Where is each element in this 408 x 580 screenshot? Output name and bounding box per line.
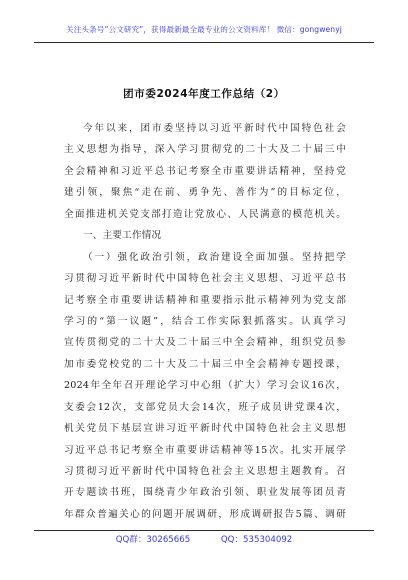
body-line: 机关党员下基层宣讲习近平新时代中国特色社会主义思想	[64, 423, 346, 435]
body-line: 建引领，聚焦“走在前、勇争先、善作为”的目标定位，	[64, 187, 346, 199]
qq-group-number: QQ群：30265665	[115, 535, 191, 545]
header-divider	[34, 42, 374, 43]
footer-divider	[34, 530, 374, 531]
body-line: 习近平总书记考察全市重要讲话精神等15次。扎实开展学	[64, 444, 346, 456]
promo-banner: 关注头条号“公文研究”，获得最新最全最专业的公文资料库！ 微信：gongwenyj	[66, 25, 342, 34]
body-line: 2024年全年召开理论学习中心组（扩大）学习会议16次，	[64, 380, 346, 392]
document-body	[64, 118, 346, 525]
body-line: 学习的“第一议题”，结合工作实际狠抓落实。认真学习	[64, 315, 346, 327]
body-line: 主义思想为指导，深入学习贯彻党的二十大及二十届三中	[64, 144, 346, 156]
body-line: 支委会12次，支部党员大会14次，班子成员讲党课4次，	[64, 401, 346, 413]
body-line: （一）强化政治引领，政治建设全面加强。坚持把学	[83, 251, 346, 263]
body-line: 记考察全市重要讲话精神和重要指示批示精神列为党支部	[64, 294, 346, 306]
body-line: 加市委党校党的二十大及二十届三中全会精神专题授课，	[64, 358, 346, 370]
body-line: 宣传贯彻党的二十大及二十届三中全会精神，组织党员参	[64, 337, 346, 349]
body-line: 全会精神和习近平总书记考察全市重要讲话精神，坚持党	[64, 165, 346, 177]
body-line: 习贯彻习近平新时代中国特色社会主义思想、习近平总书	[64, 273, 346, 285]
body-line: 年群众普遍关心的问题开展调研，形成调研报告5篇、调研	[64, 508, 346, 520]
body-line: 开专题读书班，围绕青少年政治引领、职业发展等团员青	[64, 487, 346, 499]
body-line: 一、主要工作情况	[83, 230, 162, 242]
body-line: 全面推进机关党支部打造让党放心、人民满意的模范机关。	[64, 208, 346, 220]
body-line: 习贯彻习近平新时代中国特色社会主义思想主题教育。召	[64, 466, 346, 477]
body-line: 今年以来，团市委坚持以习近平新时代中国特色社会	[83, 123, 346, 134]
qq-number: QQ：535304092	[220, 535, 293, 545]
document-title: 团市委2024年度工作总结（2）	[123, 88, 285, 100]
footer-contacts	[0, 533, 408, 545]
